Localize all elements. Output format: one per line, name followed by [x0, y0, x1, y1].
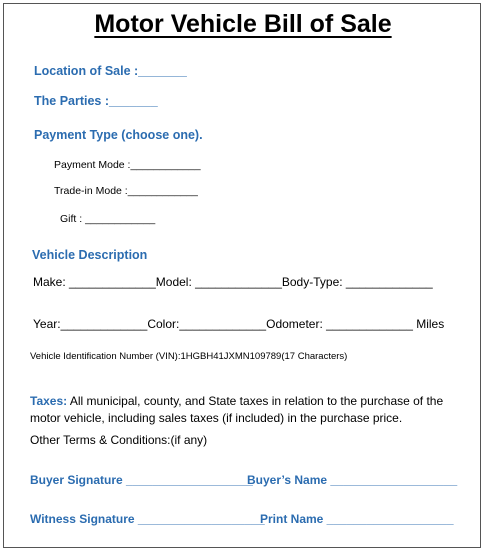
payment-type-heading: Payment Type (choose one).	[34, 128, 203, 142]
vehicle-description-heading: Vehicle Description	[32, 248, 148, 262]
payment-mode-field[interactable]: Payment Mode :____________	[54, 159, 201, 171]
taxes-paragraph	[30, 393, 450, 427]
other-terms-line: Other Terms & Conditions:(if any)	[30, 433, 208, 447]
buyer-signature-field[interactable]: Buyer Signature ___________________	[30, 473, 253, 487]
year-color-odometer-line[interactable]: Year:_____________Color:_____________Odometer: _____________ Miles	[33, 317, 445, 331]
witness-signature-field[interactable]: Witness Signature ___________________	[30, 512, 265, 526]
taxes-text: All municipal, county, and State taxes in relation to the purchase of the motor vehicle, including sales taxes (if included) in the purchase price.	[30, 394, 444, 425]
trade-in-mode-field[interactable]: Trade-in Mode :____________	[54, 185, 198, 197]
vin-line: Vehicle Identification Number (VIN):1HGBH41JXMN109789(17 Characters)	[30, 351, 348, 362]
print-name-field[interactable]: Print Name ___________________	[260, 512, 454, 526]
the-parties-field[interactable]: The Parties :_______	[34, 94, 158, 108]
buyer-name-field[interactable]: Buyer’s Name ___________________	[247, 473, 458, 487]
make-model-bodytype-line[interactable]: Make: _____________Model: _____________Body-Type: _____________	[33, 275, 433, 289]
location-of-sale-field[interactable]: Location of Sale :_______	[34, 64, 187, 78]
document-title: Motor Vehicle Bill of Sale	[94, 10, 392, 38]
taxes-label: Taxes:	[30, 394, 68, 408]
gift-field[interactable]: Gift : ____________	[60, 213, 156, 225]
